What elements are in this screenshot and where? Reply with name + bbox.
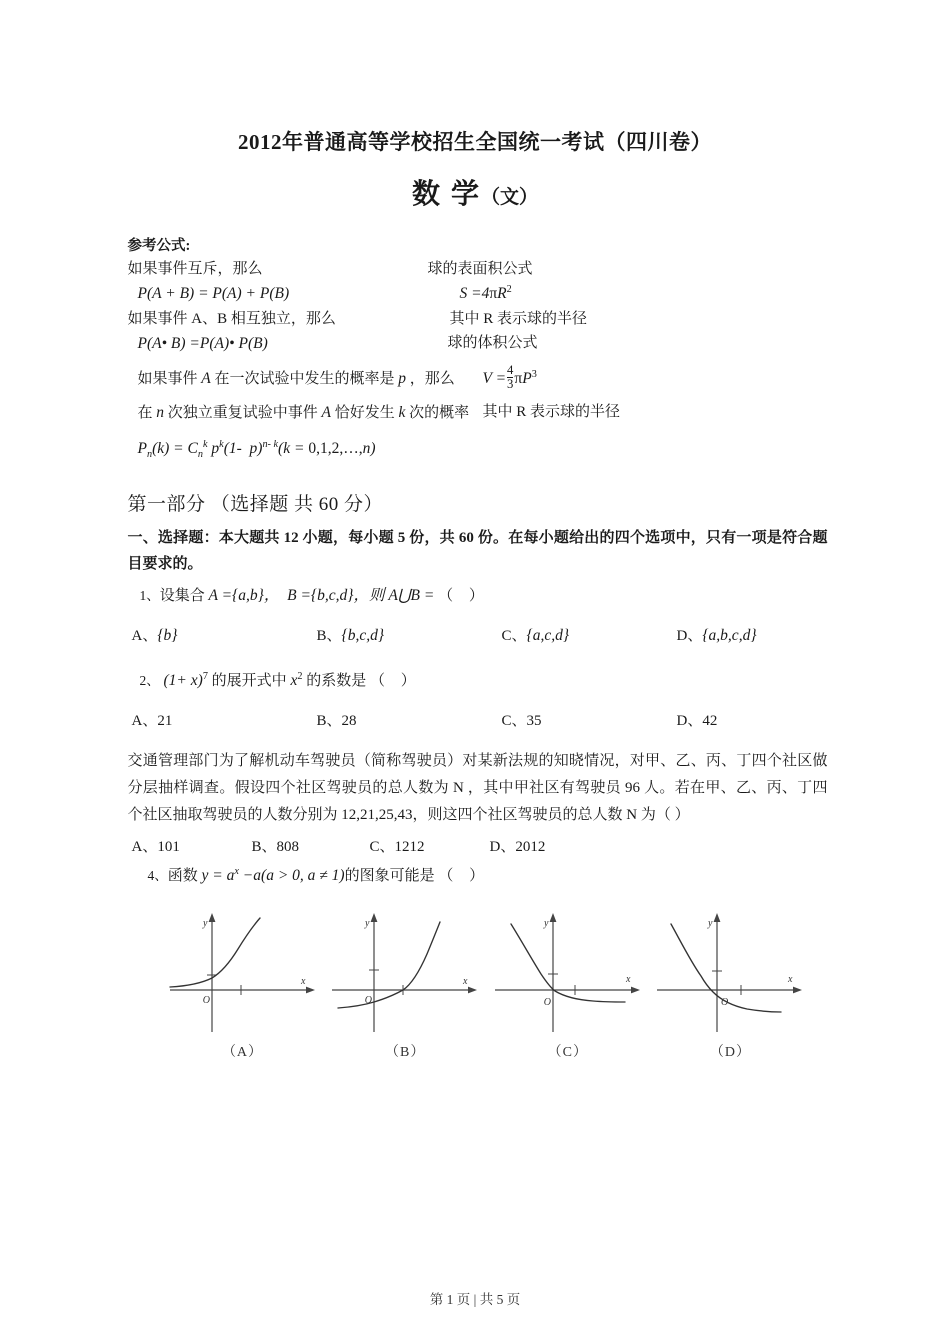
sphere-surface-label: 球的表面积公式	[427, 261, 533, 277]
reference-formulas-heading: 参考公式:	[127, 238, 191, 254]
choice-d-value: 42	[702, 712, 718, 729]
formula-row-multiplication-rule	[128, 332, 828, 356]
formula-row-addition-rule	[128, 282, 828, 306]
question-3-choices	[128, 835, 828, 856]
question-1-prefix: 设集合	[159, 587, 205, 604]
question-1-choice-a[interactable]	[132, 624, 317, 645]
graph-b-origin-label: O	[364, 994, 373, 1006]
subject-name: 数 学	[411, 179, 481, 210]
graph-a-x-label: x	[300, 975, 305, 987]
graph-d-svg	[655, 904, 805, 1039]
formula-row-independent	[128, 308, 828, 331]
figure-c-label: （C）	[547, 1044, 588, 1060]
question-3-text: 交通管理部门为了解机动车驾驶员（简称驾驶员）对某新法规的知晓情况，对甲、乙、丙、丁四个社区做分层抽样调查。假设四个社区驾驶员的总人数为 N ，其中甲社区有驾驶员 96 人。若在甲、乙、丙、丁四个社区抽取驾驶员的人数分别为 12,21,25,43，则这四个社区驾驶员的总人数 N 为（ ）	[127, 752, 828, 823]
question-1-math: A ={a,b}， B ={b,c,d}，则 A⋃B =	[208, 586, 435, 604]
question-4-prefix: 函数	[167, 867, 198, 884]
question-3-choice-a[interactable]	[132, 835, 252, 856]
independent-events-text: 如果事件 A、B 相互独立，那么	[127, 310, 336, 327]
question-3-choice-c[interactable]	[370, 835, 490, 856]
formula-row-probability-p	[128, 362, 828, 397]
question-2-choice-c[interactable]	[502, 709, 677, 730]
choice-c-label: C、	[501, 627, 527, 644]
graph-d-x-label: x	[788, 973, 793, 985]
question-1-choice-b[interactable]	[317, 624, 502, 645]
graph-b-svg	[330, 904, 480, 1039]
question-2-stem: 2、 $(1+ x)^7$ 的展开式中 $x^2$ 的系数是 （ ）	[139, 670, 422, 689]
choice-a-value: 101	[157, 838, 180, 855]
question-4-number: 4、	[147, 867, 168, 883]
graph-b-y-label: y	[365, 917, 370, 929]
figure-option-c[interactable]	[493, 904, 643, 1061]
formula-row-mutually-exclusive	[128, 258, 828, 281]
single-trial-probability-text: 如果事件 A 在一次试验中发生的概率是 p ，那么	[137, 370, 455, 388]
mutually-exclusive-text: 如果事件互斥，那么	[127, 261, 263, 277]
sphere-surface-formula: $S =4\pi R^2$	[459, 284, 512, 303]
question-2-choice-b[interactable]	[317, 709, 502, 730]
question-1-number: 1、	[139, 587, 160, 603]
choice-c-value: {a,c,d}	[526, 626, 570, 644]
question-4-stem: 4、函数 $y = a^x -a(a > 0$, a ≠ 1)的图象可能是 （ ）	[147, 865, 491, 884]
choice-d-label: D、	[676, 712, 703, 729]
choice-a-label: A、	[131, 838, 158, 855]
choice-c-value: 1212	[394, 838, 425, 855]
question-4-figures	[128, 904, 828, 1061]
graph-a-svg	[168, 904, 318, 1039]
question-1-choices	[128, 624, 828, 645]
graph-c-origin-label: O	[543, 996, 551, 1008]
choice-b-label: B、	[251, 838, 277, 855]
choice-a-value: 21	[157, 712, 173, 729]
question-3-choice-d[interactable]	[490, 835, 640, 856]
sphere-radius-note-1: 其中 R 表示球的半径	[449, 310, 588, 327]
question-3-stem	[128, 748, 828, 829]
question-3-choice-b[interactable]	[252, 835, 370, 856]
page-title: 2012年普通高等学校招生全国统一考试（四川卷）	[238, 130, 712, 154]
choice-d-label: D、	[676, 627, 703, 644]
section-instructions: 一、选择题：本大题共 12 小题，每小题 5 份，共 60 份。在每小题给出的四个选项中，只有一项是符合题目要求的。	[127, 530, 828, 573]
choice-b-value: 808	[276, 838, 300, 855]
figure-a-label: （A）	[221, 1044, 264, 1060]
choice-b-label: B、	[316, 712, 342, 729]
graph-c-x-label: x	[625, 973, 631, 985]
formula-row-binomial-text	[128, 401, 828, 425]
graph-c-y-label: y	[543, 917, 549, 929]
question-1-choice-c[interactable]	[502, 624, 677, 645]
sphere-volume-label: 球的体积公式	[447, 334, 538, 351]
question-4-blank[interactable]: （ ）	[438, 867, 491, 884]
question-2-term: $x^2$	[290, 670, 303, 689]
exam-content	[123, 234, 828, 1061]
binomial-formula: $P_n(k) = C_n^k$ $p^k(1-$ p)$^{n- k}$(k = 0,1,2,…,n)	[137, 439, 376, 461]
binomial-trial-text: 在 n 次独立重复试验中事件 A 恰好发生 k 次的概率	[137, 404, 470, 422]
choice-a-value: {b}	[157, 626, 178, 644]
part-one-heading: 第一部分 （选择题 共 60 分）	[127, 494, 384, 516]
choice-a-label: A、	[131, 627, 158, 644]
subject-paren: （文）	[481, 187, 539, 208]
choice-b-value: 28	[341, 712, 357, 729]
figure-b-label: （B）	[384, 1044, 426, 1060]
choice-c-label: C、	[369, 838, 395, 855]
addition-rule-formula: P(A + B) = P(A) + P(B)	[137, 285, 290, 303]
figure-option-d[interactable]	[655, 904, 805, 1061]
question-2-math: $(1+ x)^7$	[163, 670, 208, 689]
figure-d-label: （D）	[709, 1044, 752, 1060]
figure-option-b[interactable]	[330, 904, 480, 1061]
sphere-volume-formula: V = $\frac{4}{3}$ $\pi P^3$	[482, 363, 537, 392]
question-2-blank[interactable]: （ ）	[369, 672, 422, 689]
question-1-choice-d[interactable]	[677, 624, 827, 645]
question-1-stem	[128, 582, 828, 610]
graph-c-svg	[493, 904, 643, 1039]
graph-d-y-label: y	[708, 917, 713, 929]
question-2-choice-d[interactable]	[677, 709, 827, 730]
question-2-number: 2、	[139, 672, 160, 688]
figure-option-a[interactable]	[168, 904, 318, 1061]
multiplication-rule-formula: P(A• B) =P(A)• P(B)	[137, 334, 268, 352]
subject-title	[0, 172, 950, 212]
choice-a-label: A、	[131, 712, 158, 729]
graph-d-origin-label: O	[721, 996, 729, 1008]
choice-d-value: 2012	[515, 838, 546, 855]
question-4-math: $y = a^x -a(a > 0$, a ≠ 1)	[201, 865, 345, 884]
choice-c-value: 35	[526, 712, 542, 729]
formula-row-binomial	[128, 437, 828, 463]
choice-d-label: D、	[489, 838, 516, 855]
choice-b-value: {b,c,d}	[341, 626, 385, 644]
question-2-choices	[128, 709, 828, 730]
question-2-choice-a[interactable]	[132, 709, 317, 730]
sphere-radius-note-2: 其中 R 表示球的半径	[482, 404, 621, 421]
choice-c-label: C、	[501, 712, 527, 729]
question-1-blank[interactable]: （ ）	[438, 587, 490, 604]
graph-b-x-label: x	[463, 975, 468, 987]
graph-a-origin-label: O	[202, 994, 210, 1006]
choice-b-label: B、	[316, 627, 342, 644]
page-footer: 第 1 页 | 共 5 页	[429, 1292, 521, 1307]
graph-a-y-label: y	[202, 917, 207, 929]
choice-d-value: {a,b,c,d}	[702, 626, 757, 644]
